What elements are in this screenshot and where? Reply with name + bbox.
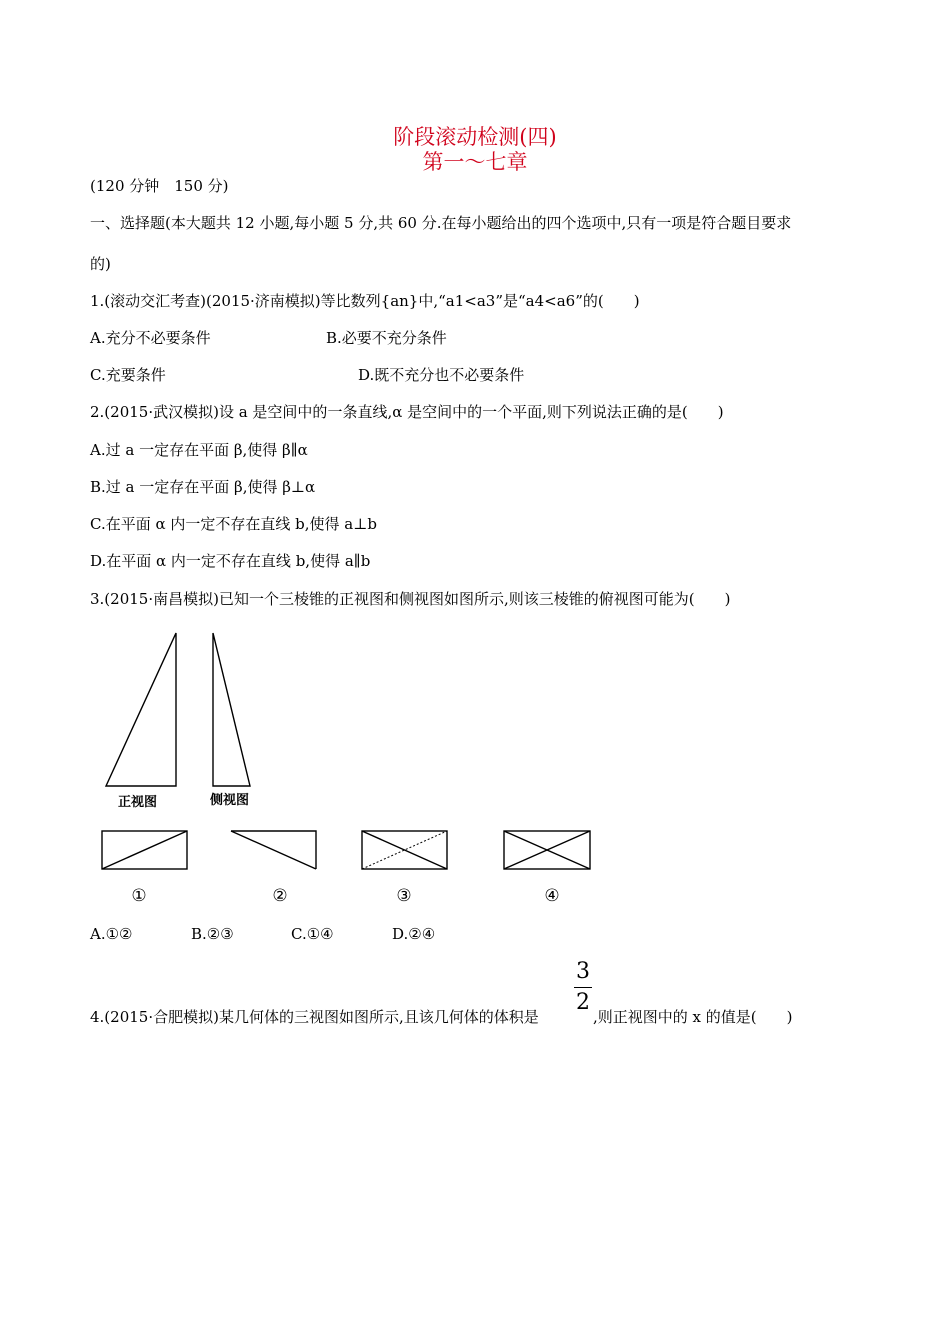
fraction-bar <box>574 987 592 988</box>
q2-option-c: C.在平面 α 内一定不存在直线 b,使得 a⊥b <box>90 515 377 533</box>
q3-option-d: D.②④ <box>392 925 436 943</box>
option-number-4: ④ <box>544 886 560 906</box>
front-view-label: 正视图 <box>118 795 158 810</box>
top-view-option-2 <box>231 831 316 869</box>
page-subtitle: 第一～七章 <box>422 150 528 174</box>
q3-option-c: C.①④ <box>291 925 334 943</box>
option-number-3: ③ <box>396 886 412 906</box>
section-heading-line2: 的) <box>90 255 111 273</box>
q3-stem: 3.(2015·南昌模拟)已知一个三棱锥的正视图和侧视图如图所示,则该三棱锥的俯视图可能为( ) <box>90 590 731 608</box>
option-number-1: ① <box>131 886 147 906</box>
q3-option-a: A.①② <box>90 925 133 943</box>
option-number-2: ② <box>272 886 288 906</box>
top-view-option-3 <box>362 831 447 869</box>
q4-stem: 4.(2015·合肥模拟)某几何体的三视图如图所示,且该几何体的体积是 <box>90 1008 539 1026</box>
fraction-denominator: 2 <box>576 990 590 1015</box>
q2-option-d: D.在平面 α 内一定不存在直线 b,使得 a∥b <box>90 552 371 570</box>
q2-option-b: B.过 a 一定存在平面 β,使得 β⊥α <box>90 478 316 496</box>
q1-option-b: B.必要不充分条件 <box>326 329 447 347</box>
fraction-numerator: 3 <box>576 959 590 984</box>
page-title: 阶段滚动检测(四) <box>393 125 557 149</box>
front-view-triangle <box>106 633 176 786</box>
q2-stem: 2.(2015·武汉模拟)设 a 是空间中的一条直线,α 是空间中的一个平面,则下列说法正确的是( ) <box>90 403 724 421</box>
q4-stem-tail: ,则正视图中的 x 的值是( ) <box>593 1008 793 1026</box>
volume-fraction <box>573 960 593 1015</box>
section-heading-line1: 一、选择题(本大题共 12 小题,每小题 5 分,共 60 分.在每小题给出的四个选项中,只有一项是符合题目要求 <box>90 214 792 232</box>
top-view-option-1 <box>102 831 187 869</box>
top-view-option-4 <box>504 831 590 869</box>
q1-option-c: C.充要条件 <box>90 366 166 384</box>
side-view-label: 侧视图 <box>210 793 250 808</box>
q2-option-a: A.过 a 一定存在平面 β,使得 β∥α <box>90 441 308 459</box>
side-view-triangle <box>213 633 250 786</box>
q1-option-a: A.充分不必要条件 <box>90 329 211 347</box>
q1-option-d: D.既不充分也不必要条件 <box>358 366 525 384</box>
exam-meta: (120 分钟 150 分) <box>90 177 229 195</box>
q3-option-b: B.②③ <box>191 925 234 943</box>
q1-stem: 1.(滚动交汇考查)(2015·济南模拟)等比数列{an}中,“a1<a3”是“a4<a6”的( ) <box>90 292 640 310</box>
